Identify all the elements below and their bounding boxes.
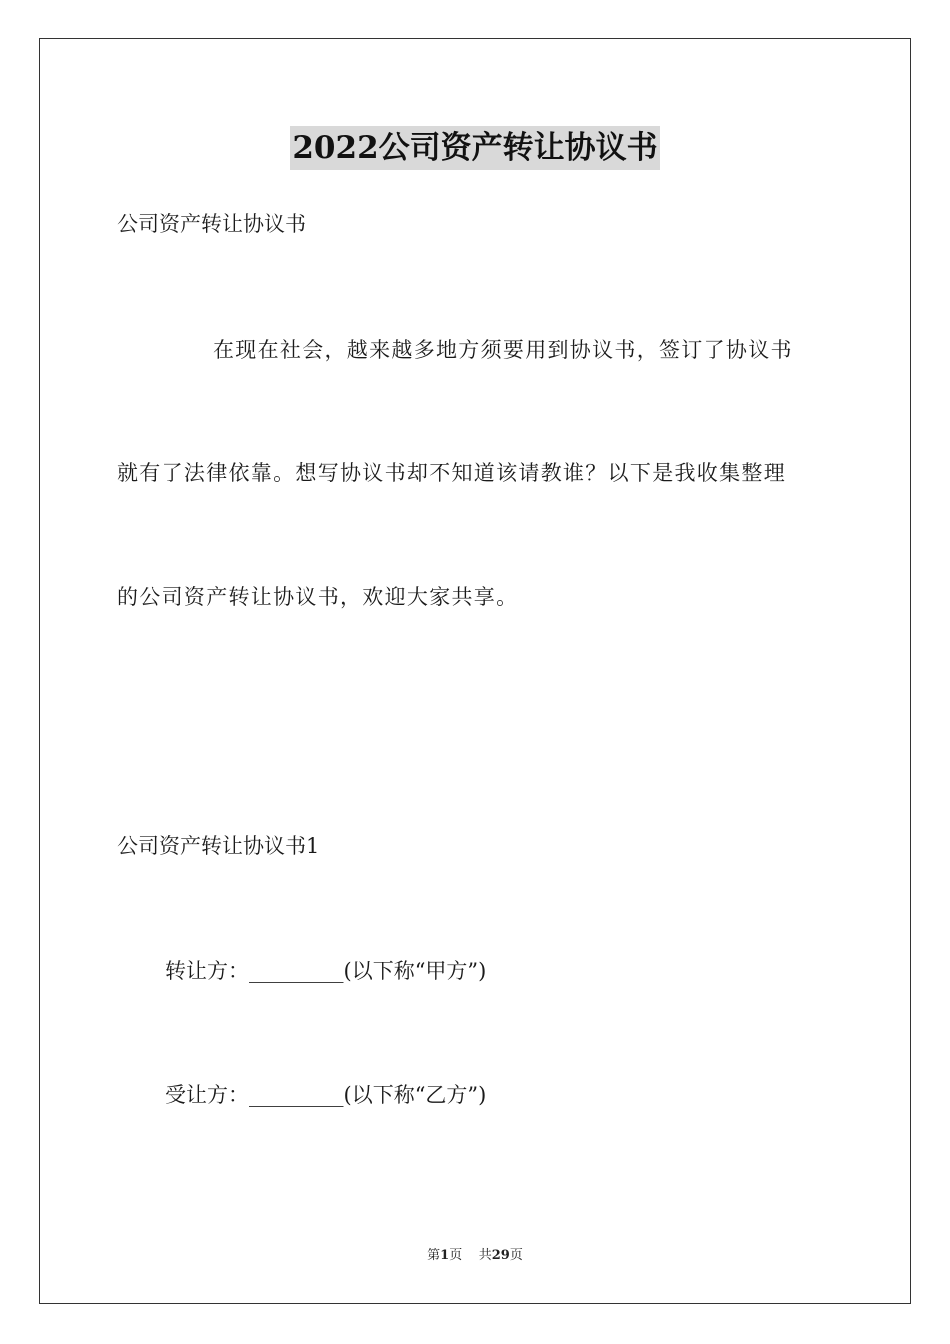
page-number: 1 <box>440 1248 450 1263</box>
title-container <box>0 126 950 170</box>
total-prefix: 共 <box>478 1248 492 1263</box>
page-suffix: 页 <box>449 1248 463 1263</box>
transferee-line: 受让方：_________(以下称“乙方”) <box>165 1083 487 1107</box>
document-title: 2022公司资产转让协议书 <box>290 126 659 170</box>
section-heading: 公司资产转让协议书1 <box>117 834 320 858</box>
total-pages: 29 <box>491 1248 510 1263</box>
total-suffix: 页 <box>509 1248 523 1263</box>
intro-line-2: 就有了法律依靠。想写协议书却不知道该请教谁？以下是我收集整理 <box>117 461 786 485</box>
document-subtitle: 公司资产转让协议书 <box>117 212 306 236</box>
page-footer <box>0 1247 950 1265</box>
transferor-line: 转让方：_________(以下称“甲方”) <box>165 959 487 983</box>
intro-line-3: 的公司资产转让协议书，欢迎大家共享。 <box>117 585 519 609</box>
intro-line-1: 在现在社会，越来越多地方须要用到协议书，签订了协议书 <box>213 338 793 362</box>
page-prefix: 第 <box>427 1248 441 1263</box>
